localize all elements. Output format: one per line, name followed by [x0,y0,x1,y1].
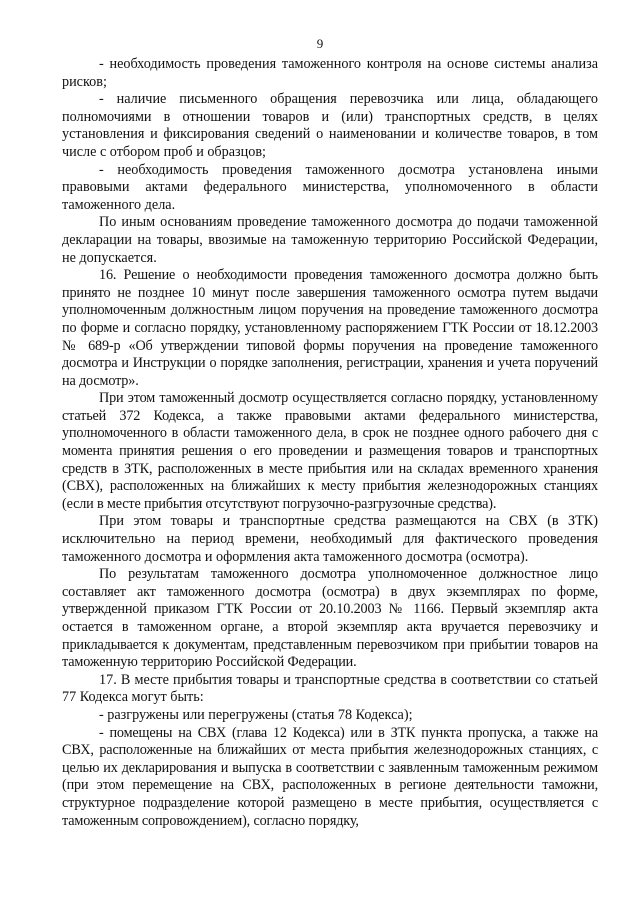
paragraph-placement-svh: При этом товары и транспортные средства размещаются на СВХ (в ЗТК) исключительно на период времени, необходимый для фактического проведения таможенного досмотра и оформления акта таможенного досмотра (осмотра). [62,513,598,565]
paragraph-inspection-act: По результатам таможенного досмотра уполномоченное должностное лицо составляет акт таможенного досмотра (осмотра) в двух экземплярах по форме, утвержденной приказом ГТК России от 20.10.2003 № 1166. Первый экземпляр акта остается в таможенном органе, а второй экземпляр акта вручается перевозчику и прикладывается к документам, представленным перевозчиком при прибытии товаров на таможенную территорию Российской Федерации. [62,566,598,671]
page-number: 9 [316,36,324,51]
paragraph-risk-analysis: - необходимость проведения таможенного контроля на основе системы анализа рисков; [62,56,598,90]
paragraph-section-16: 16. Решение о необходимости проведения таможенного досмотра должно быть принято не позднее 10 минут после завершения таможенного осмотра путем выдачи уполномоченным должностным лицом поручения на проведение таможенного досмотра по форме и согласно порядку, установленному распоряжением ГТК России от 18.12.2003 № 689-р «Об утверждении типовой формы поручения на проведение таможенного досмотра и Инструкции о порядке заполнения, регистрации, хранения и учета поручений на досмотр». [62,267,598,389]
paragraph-legal-acts: - необходимость проведения таможенного досмотра установлена иными правовыми актами федерального министерства, уполномоченного в области таможенного дела. [62,161,598,213]
paragraph-svh-placement-purpose: - помещены на СВХ (глава 12 Кодекса) или в ЗТК пункта пропуска, а также на СВХ, расположенные на ближайших от места прибытия железнодорожных станциях, с целью их декларирования и выпуска в соответствии с заявленным таможенным режимом (при этом перемещение на СВХ, расположенных в регионе деятельности таможни, структурное подразделение которой размещено в месте прибытия, осуществляется с таможенным сопровождением), согласно порядку, [62,724,598,829]
paragraph-other-grounds: По иным основаниям проведение таможенного досмотра до подачи таможенной декларации на товары, ввозимые на таможенную территорию Российской Федерации, не допускается. [62,214,598,266]
paragraph-written-request: - наличие письменного обращения перевозчика или лица, обладающего полномочиями в отношении товаров и (или) транспортных средств, в целях установления и фиксирования сведений о наименовании и количестве товаров, в том числе с отбором проб и образцов; [62,91,598,160]
document-body [62,56,598,830]
paragraph-unloading: - разгружены или перегружены (статья 78 Кодекса); [99,706,413,723]
paragraph-section-17: 17. В месте прибытия товары и транспортные средства в соответствии со статьей 77 Кодекса могут быть: [62,671,598,706]
paragraph-inspection-procedure: При этом таможенный досмотр осуществляется согласно порядку, установленному статьей 372 Кодекса, а также правовыми актами федерального министерства, уполномоченного в области таможенного дела, в срок не позднее одного рабочего дня с момента принятия решения о его проведении и размещения товаров и транспортных средств в ЗТК, расположенных в месте прибытия или на складах временного хранения (СВХ), расположенных на ближайших к месту прибытия железнодорожных станциях (если в месте прибытия отсутствуют погрузочно-разгрузочные средства). [62,390,598,512]
